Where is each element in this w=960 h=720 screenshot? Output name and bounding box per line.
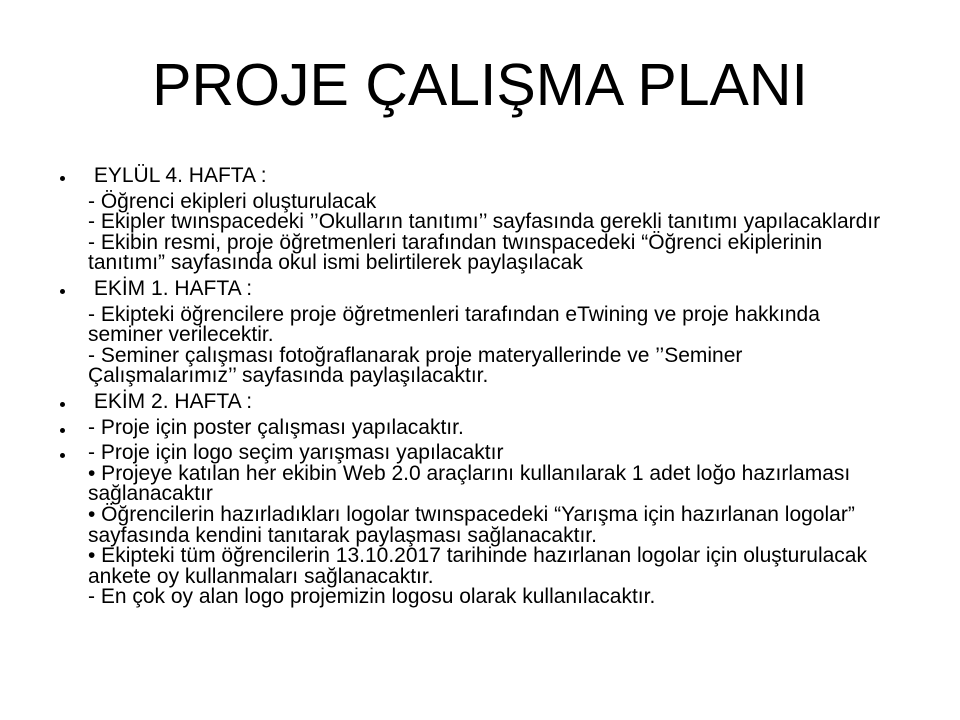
text-line: • Öğrencilerin hazırladıkları logolar twınspacedeki “Yarışma için hazırlanan logolar” (88, 502, 855, 526)
text-line: Çalışmalarımız’’ sayfasında paylaşılacaktır. (88, 364, 489, 388)
text-line: seminer verilecektir. (88, 323, 274, 347)
text-line: - Ekipteki öğrencilere proje öğretmenleri tarafından eTwining ve proje hakkında (88, 302, 820, 326)
slide-title: PROJE ÇALIŞMA PLANI (152, 52, 808, 118)
text-line: - Proje için logo seçim yarışması yapılacaktır (88, 441, 504, 465)
text-line: - Ekipler twınspacedeki ’’Okulların tanıtımı’’ sayfasında gerekli tanıtımı yapılacaklardır (88, 210, 881, 234)
bullet-icon (60, 453, 65, 458)
text-line: EYLÜL 4. HAFTA : (88, 164, 267, 187)
continuation-paragraph (0, 302, 960, 388)
bullet-paragraph (0, 443, 960, 608)
text-line: EKİM 2. HAFTA : (88, 389, 253, 413)
bullet-paragraph (0, 276, 960, 300)
text-line: - Ekibin resmi, proje öğretmenleri tarafından twınspacedeki “Öğrenci ekiplerinin (88, 230, 823, 254)
bullet-icon (60, 289, 65, 294)
bullet-paragraph (0, 166, 960, 187)
text-line: sağlanacaktır (88, 482, 213, 506)
text-line: - En çok oy alan logo projemizin logosu olarak kullanılacaktır. (88, 585, 656, 609)
bullet-icon (60, 428, 65, 433)
continuation-paragraph (0, 189, 960, 275)
text-line: sayfasında kendini tanıtarak paylaşması sağlanacaktır. (88, 523, 597, 547)
bullet-icon (60, 176, 65, 181)
text-line: • Ekipteki tüm öğrencilerin 13.10.2017 tarihinde hazırlanan logolar için oluşturulacak (88, 544, 867, 568)
bullet-paragraph (0, 389, 960, 413)
text-line: - Seminer çalışması fotoğraflanarak proje materyallerinde ve ’’Seminer (88, 343, 743, 367)
text-line: ankete oy kullanmaları sağlanacaktır. (88, 564, 434, 588)
text-line: - Proje için poster çalışması yapılacaktır. (88, 415, 464, 439)
text-line: • Projeye katılan her ekibin Web 2.0 araçlarını kullanılarak 1 adet loğo hazırlaması (88, 461, 851, 485)
text-line: EKİM 1. HAFTA : (88, 276, 253, 300)
text-line: tanıtımı” sayfasında okul ismi belirtilerek paylaşılacak (88, 251, 583, 275)
bullet-icon (60, 402, 65, 407)
slide-body (0, 161, 960, 608)
bullet-paragraph (0, 415, 960, 439)
text-line: - Öğrenci ekipleri oluşturulacak (88, 189, 377, 213)
